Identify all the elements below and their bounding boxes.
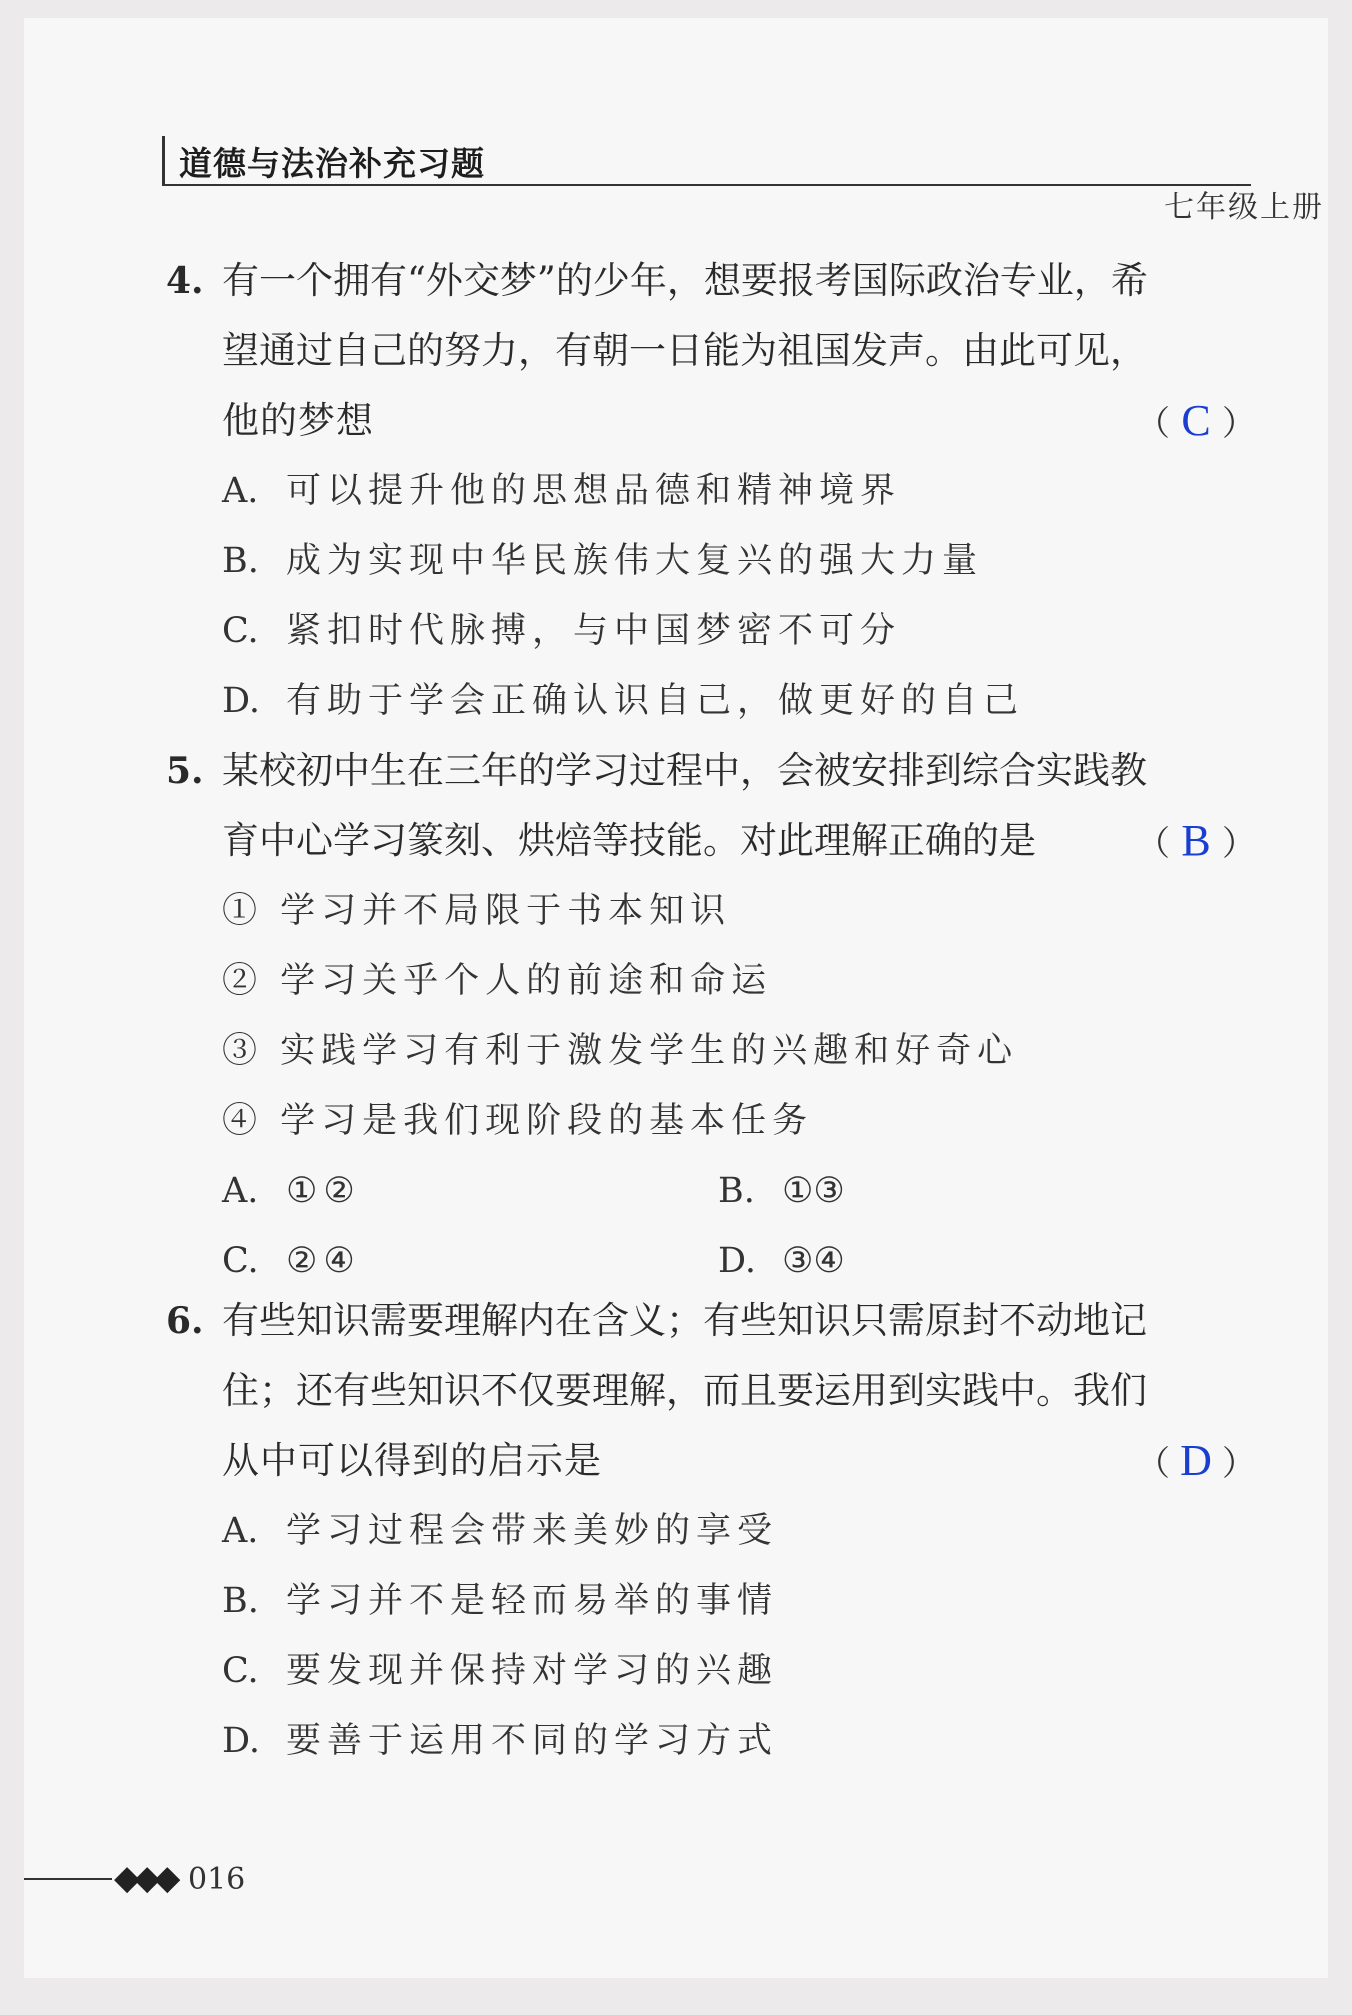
option-row-cd: C. ②④ D. ③④ [222, 1241, 845, 1281]
option-b: B. 学习并不是轻而易举的事情 [222, 1581, 779, 1621]
page-number: 016 [188, 1862, 246, 1897]
header-bar [162, 136, 1251, 186]
question-6 [166, 1286, 1256, 1776]
question-5 [166, 736, 1256, 1296]
option-a: A. 学习过程会带来美妙的享受 [222, 1511, 779, 1551]
question-line: 育中心学习篆刻、烘焙等技能。对此理解正确的是 [222, 819, 1036, 862]
question-number: 6. [166, 1300, 204, 1342]
question-line: 某校初中生在三年的学习过程中，会被安排到综合实践教 [222, 749, 1147, 792]
page [24, 18, 1328, 1978]
question-4 [166, 246, 1256, 736]
option-d: D. 有助于学会正确认识自己，做更好的自己 [222, 681, 1025, 721]
question-number: 4. [166, 260, 204, 302]
statement-3: ③ 实践学习有利于激发学生的兴趣和好奇心 [222, 1031, 1019, 1071]
question-line: 望通过自己的努力，有朝一日能为祖国发声。由此可见， [222, 329, 1147, 372]
statement-1: ① 学习并不局限于书本知识 [222, 891, 732, 931]
page-footer [24, 1856, 424, 1902]
question-line: 有些知识需要理解内在含义；有些知识只需原封不动地记 [222, 1299, 1147, 1342]
option-a: A. 可以提升他的思想品德和精神境界 [222, 471, 902, 511]
question-number: 5. [166, 750, 204, 792]
answer-mark: B [1181, 816, 1211, 865]
grade-label: 七年级上册 [1164, 190, 1324, 225]
book-title: 道德与法治补充习题 [179, 144, 485, 183]
answer-mark: C [1181, 396, 1211, 445]
diamond-icon: ◆◆◆ [114, 1858, 175, 1898]
answer-bracket: （ D ） [1136, 1426, 1256, 1499]
answer-bracket: （ B ） [1136, 806, 1256, 879]
question-line: 从中可以得到的启示是 [222, 1439, 602, 1482]
option-c: C. 紧扣时代脉搏，与中国梦密不可分 [222, 611, 902, 651]
statement-4: ④ 学习是我们现阶段的基本任务 [222, 1101, 814, 1141]
option-b: B. 成为实现中华民族伟大复兴的强大力量 [222, 541, 984, 581]
answer-mark: D [1180, 1436, 1212, 1485]
option-row-ab: A. ①② B. ①③ [222, 1171, 845, 1211]
footer-rule [24, 1878, 112, 1880]
question-line: 住；还有些知识不仅要理解，而且要运用到实践中。我们 [222, 1369, 1147, 1412]
question-line: 他的梦想 [222, 399, 374, 442]
answer-bracket: （ C ） [1136, 386, 1256, 459]
option-d: D. 要善于运用不同的学习方式 [222, 1721, 779, 1761]
statement-2: ② 学习关乎个人的前途和命运 [222, 961, 773, 1001]
option-c: C. 要发现并保持对学习的兴趣 [222, 1651, 779, 1691]
question-line: 有一个拥有“外交梦”的少年，想要报考国际政治专业，希 [222, 259, 1148, 302]
